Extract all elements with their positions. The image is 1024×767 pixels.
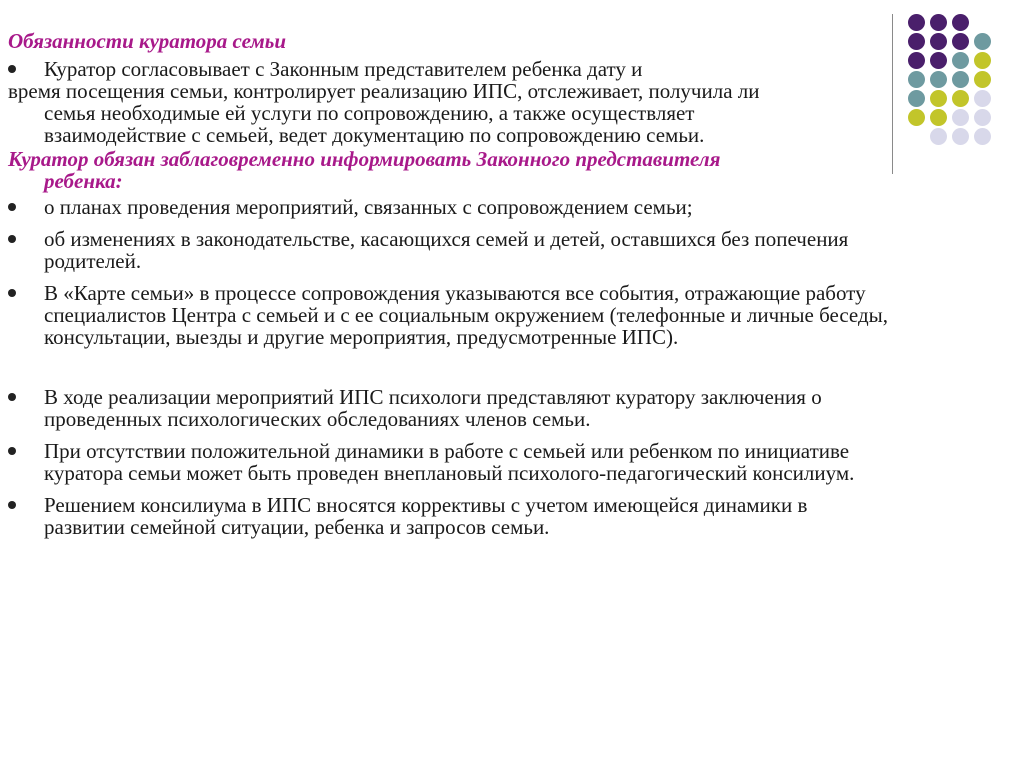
bullet-dot: [8, 235, 16, 243]
paragraph-line: Куратор согласовывает с Законным представителем ребенка дату и: [44, 57, 643, 81]
paragraph-line: семья необходимые ей услуги по сопровождению, а также осуществляет: [44, 101, 695, 125]
decor-dot: [952, 128, 969, 145]
decor-dot: [974, 128, 991, 145]
decorative-dot-grid: [908, 14, 1018, 164]
list-item: [8, 386, 893, 430]
decor-dot: [974, 109, 991, 126]
bullet-dot: [8, 501, 16, 509]
slide-content: [8, 30, 893, 538]
decor-dot: [908, 90, 925, 107]
paragraph-line: взаимодействие с семьей, ведет документацию по сопровождению семьи.: [44, 123, 705, 147]
bullet-dot: [8, 289, 16, 297]
decor-dot: [930, 90, 947, 107]
list-item-text: о планах проведения мероприятий, связанных с сопровождением семьи;: [44, 195, 693, 219]
list-item-text: При отсутствии положительной динамики в работе с семьей или ребенком по инициативе куратора семьи может быть проведен внеплановый психолого-педагогический консилиум.: [44, 439, 855, 485]
paragraph-line: время посещения семьи, контролирует реализацию ИПС, отслеживает, получила ли: [8, 79, 760, 103]
decor-dot: [952, 52, 969, 69]
decor-dot: [908, 71, 925, 88]
list-item-text: В ходе реализации мероприятий ИПС психологи представляют куратору заключения о проведенных психологических обследованиях членов семьи.: [44, 385, 822, 431]
decor-dot: [952, 14, 969, 31]
section-heading-inform-obligation: [8, 148, 893, 192]
decor-dot: [908, 33, 925, 50]
list-item: [8, 282, 893, 348]
bullet-dot: [8, 203, 16, 211]
decor-dot: [974, 71, 991, 88]
list-item: [8, 494, 893, 538]
heading-line: Куратор обязан заблаговременно информировать Законного представителя: [8, 147, 721, 171]
spacer: [8, 348, 893, 382]
decor-dot: [974, 33, 991, 50]
decor-dot: [952, 109, 969, 126]
decor-dot: [974, 52, 991, 69]
list-item: [8, 196, 893, 218]
decor-dot: [930, 109, 947, 126]
heading-line: ребенка:: [44, 169, 123, 193]
list-item: [8, 440, 893, 484]
list-item: [8, 228, 893, 272]
decor-dot: [930, 128, 947, 145]
decor-dot: [930, 33, 947, 50]
decor-dot: [952, 71, 969, 88]
list-item-text: В «Карте семьи» в процессе сопровождения указываются все события, отражающие работу специалистов Центра с семьей и с ее социальным окружением (телефонные и личные беседы, консультации, выезды и другие мероприятия, предусмотренные ИПС).: [44, 281, 888, 349]
bullet-dot: [8, 393, 16, 401]
decor-dot: [930, 14, 947, 31]
decor-dot: [908, 109, 925, 126]
bullet-dot: [8, 447, 16, 455]
bullet-dot: [8, 65, 16, 73]
decor-dot: [974, 90, 991, 107]
decor-dot: [908, 52, 925, 69]
decor-dot: [930, 71, 947, 88]
decor-dot: [908, 14, 925, 31]
section-heading-curator-duties: Обязанности куратора семьи: [8, 29, 287, 53]
decor-dot: [952, 90, 969, 107]
decor-dot: [952, 33, 969, 50]
decor-dot: [930, 52, 947, 69]
list-item-text: об изменениях в законодательстве, касающихся семей и детей, оставшихся без попечения родителей.: [44, 227, 849, 273]
list-item-text: Решением консилиума в ИПС вносятся коррективы с учетом имеющейся динамики в развитии семейной ситуации, ребенка и запросов семьи.: [44, 493, 808, 539]
paragraph-curator: [8, 58, 893, 146]
